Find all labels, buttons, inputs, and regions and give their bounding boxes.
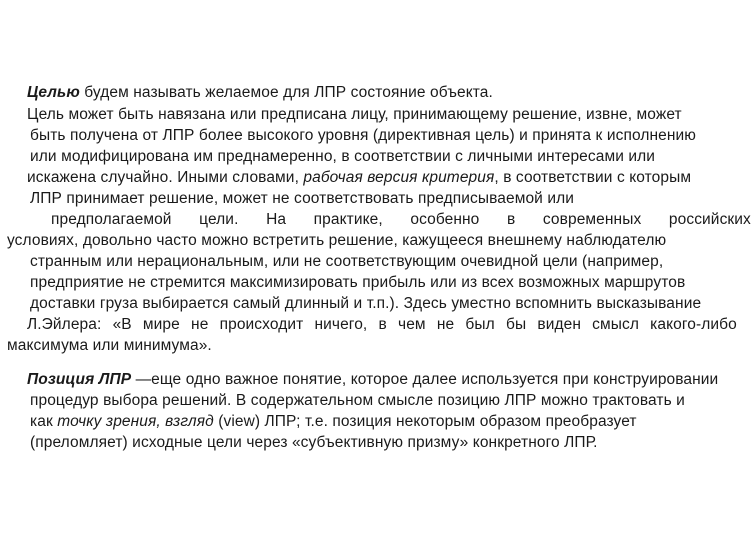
p1-line-8: условиях, довольно часто можно встретить решение, кажущееся внешнему наблюдателю: [7, 232, 667, 249]
p1-line-5-a: искажена случайно. Иными словами,: [27, 169, 304, 186]
p2-line-4: (преломляет) исходные цели через «субъективную призму» конкретного ЛПР.: [30, 434, 598, 451]
p1-line-1: [27, 83, 493, 103]
word: мире: [142, 316, 180, 333]
p2-line-3-b: (view) ЛПР; т.е. позиция некоторым образом преобразует: [213, 413, 637, 430]
word: виден: [537, 316, 581, 333]
italic-working-criterion: рабочая версия критерия: [303, 169, 495, 186]
p1-line-1-text: будем называть желаемое для ЛПР состояние объекта.: [79, 84, 493, 101]
word: бы: [505, 316, 527, 333]
word: не: [436, 316, 455, 333]
word: предполагаемой: [51, 211, 172, 228]
word: чем: [398, 316, 426, 333]
term-position: Позиция ЛПР: [27, 371, 132, 388]
p1-line-5-b: , в соответствии с которым: [494, 169, 692, 186]
word: смысл: [592, 316, 639, 333]
p1-line-5: [27, 168, 691, 188]
word: цели.: [199, 211, 239, 228]
italic-viewpoint: точку зрения, взгляд: [57, 413, 214, 430]
p1-line-9: странным или нерациональным, или не соответствующим очевидной цели (например,: [30, 253, 664, 270]
word: в: [506, 211, 516, 228]
word: Л.Эйлера:: [27, 316, 102, 333]
p1-line-3: быть получена от ЛПР более высокого уровня (директивная цель) и принята к исполнению: [30, 127, 696, 144]
p1-line-12: [27, 315, 737, 335]
word: современных: [542, 211, 642, 228]
p2-line-1: [27, 370, 718, 390]
word: особенно: [410, 211, 480, 228]
p2-line-3-a: как: [30, 413, 58, 430]
p1-line-4: или модифицирована им преднамеренно, в соответствии с личными интересами или: [30, 148, 656, 165]
p1-line-11: доставки груза выбирается самый длинный и т.п.). Здесь уместно вспомнить высказывание: [30, 295, 702, 312]
p2-line-3: [30, 412, 637, 432]
p1-line-10: предприятие не стремится максимизировать прибыль или из всех возможных маршрутов: [30, 274, 686, 291]
term-goal: Целью: [27, 84, 80, 101]
p1-line-2: Цель может быть навязана или предписана лицу, принимающему решение, извне, может: [27, 106, 682, 123]
p1-line-13: максимума или минимума».: [7, 337, 212, 354]
p1-line-7: [51, 210, 751, 230]
word: российских: [668, 211, 751, 228]
word: На: [266, 211, 287, 228]
p2-line-2: процедур выбора решений. В содержательном смысле позицию ЛПР можно трактовать и: [30, 392, 685, 409]
p1-line-6: ЛПР принимает решение, может не соответствовать предписываемой или: [30, 190, 574, 207]
p2-line-1-text: —еще одно важное понятие, которое далее используется при конструировании: [131, 371, 719, 388]
word: «В: [112, 316, 132, 333]
word: происходит: [219, 316, 304, 333]
word: был: [465, 316, 495, 333]
word: в: [378, 316, 387, 333]
word: какого-либо: [650, 316, 737, 333]
word: не: [191, 316, 209, 333]
word: ничего,: [314, 316, 368, 333]
word: практике,: [313, 211, 383, 228]
